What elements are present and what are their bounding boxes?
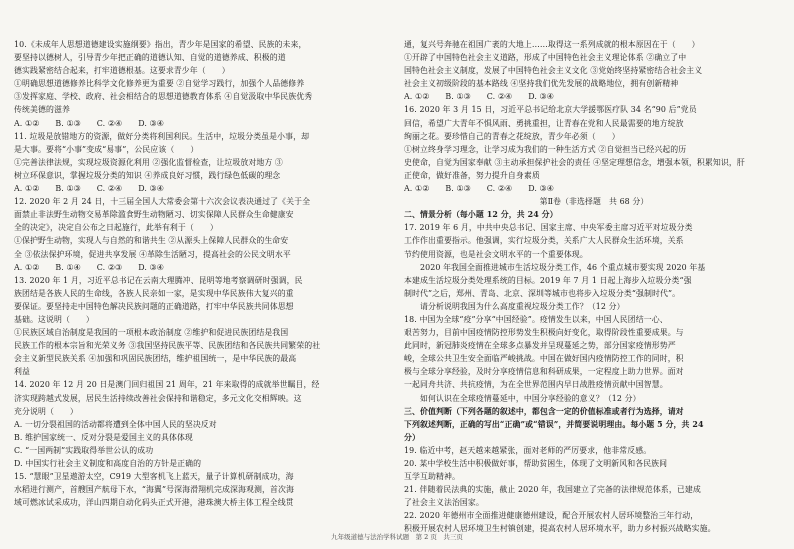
text-line: 传统美德的滋养 [14,105,70,115]
text-line: 国特色社会主义制度，发展了中国特色社会主义文化 ③党始终坚持紧密结合社会主义 [404,66,703,76]
text-line: 是大事。要将“小事”变成“易事”，公民应该（ ） [14,144,199,154]
text-line: 12. 2020 年 2 月 24 日，十三届全国人大常委会第十六次会议表决通过了《关于全 [14,197,311,207]
text-line: 11. 垃圾是放错地方的资源，做好分类将利国利民。生活中，垃圾分类虽是小事，却 [14,131,310,141]
text-line: A. ①② B. ①③ C. ②④ D. ③④ [14,118,164,128]
text-line: 会主义新型民族关系 ④加强和巩固民族团结，维护祖国统一，是中华民族的最高 [14,354,297,364]
text-line: 全的决定》，决定自公布之日起施行，此举有利于（ ） [14,223,218,233]
text-line: 16. 2020 年 3 月 15 日，习近平总书记给北京大学援鄂医疗队 34 名“90 后”党员 [404,105,697,115]
text-line: 本建成生活垃圾分类处理系统的目标。2019 年 7 月 1 日起上海步入垃圾分类“强 [404,275,692,285]
text-line: 下列叙述判断，正确的写出“正确”或“错误”，并简要说明理由。每小题 5 分，共 24 [404,419,704,429]
text-line: ①开辟了中国特色社会主义道路，形成了中国特色社会主义理论体系 ②确立了中 [404,53,687,63]
text-line: 节约使用资源，也是社会文明水平的一个重要体现。 [404,249,588,259]
text-line: 族团结是各族人民的生命线，各族人民亲如一家，是实现中华民族伟大复兴的重 [14,288,294,298]
text-line: A. ①② B. ①③ C. ②④ D. ③④ [404,92,554,102]
text-line: 基础。这说明（ ） [14,314,94,324]
text-line: A. 一切分裂祖国的活动都将遭到全体中国人民的坚决反对 [14,419,217,429]
text-line: 艰苦努力，目前中国疫情防控形势发生积极向好变化，取得阶段性重要成果。与 [404,328,684,338]
text-line: 22. 2020 年德州市全面推进健康德州建设，配合开展农村人居环境整治三年行动， [404,511,699,521]
text-line: 峻，全球公共卫生安全面临严峻挑战。中国在做好国内疫情防控工作的同时，积 [404,354,684,364]
text-line: 利益 [14,367,30,377]
text-line: 19. 临近中考，赵天越来越紧张，面对老师的严厉要求，他非常反感。 [404,445,652,455]
text-line: 水稻进行测产，首艘国产航母下水，“海翼”号深海滑翔机完成深海观测，首次海 [14,485,294,495]
text-line: ①保护野生动物，实现人与自然的和谐共生 ②从源头上保障人民群众的生命安 [14,236,289,246]
text-line: ①明确思想道德修养比科学文化修养更为重要 ②自觉学习践行，加强个人品德修养 [14,79,305,89]
text-line: 18. 中国为全球“疫”分享“中国经验”。疫情发生以来，中国人民团结一心、 [404,314,668,324]
text-line: 20. 某中学校生活中积极做好事，帮助贫困生，体现了文明新风和各民族间 [404,459,668,468]
text-line: 民族工作的根本宗旨和光荣义务 ③我国坚持民族平等、民族团结和各民族共同繁荣的社 [14,341,321,351]
text-line: 15. “慧眼”卫星遨游太空，C919 大型客机飞上蓝天，量子计算机研制成功，海 [14,472,294,482]
text-line: 13. 2020 年 1 月，习近平总书记在云南大理腾冲、昆明等地考察调研时强调，民 [14,275,303,285]
text-line: 面禁止非法野生动物交易革除滥食野生动物陋习、切实保障人民群众生命健康安 [14,210,294,220]
text-line: 绚丽之花。要珍惜自己的青春之花绽放，青少年必须（ ） [404,131,620,141]
text-line: 充分说明（ ） [14,406,78,416]
text-line: 要保证。要坚持走中国特色解决民族问题的正确道路，打牢中华民族共同体思想 [14,301,294,311]
text-line: 分） [404,432,420,442]
text-line: 德实践紧密结合起来，打牢道德根基。这要求青少年（ ） [14,66,230,76]
text-line: ①民族区域自治制度是我国的一项根本政治制度 ②维护和促进民族团结是我国 [14,328,289,338]
text-line: 极与全球分享经验，及时分享疫情信息和科研成果，一定程度上助力世界。面对 [404,367,684,377]
text-line: 制时代”之后，郑州、青岛、北京、深圳等城市也将步入垃圾分类“强制时代”。 [404,288,681,298]
text-line: 14. 2020 年 12 月 20 日是澳门回归祖国 21 周年，21 年来取得的成就举世瞩目，经 [14,380,320,390]
text-line: 积极开展农村人居环境卫生村镇创建，提高农村人居环境水平，助力乡村振兴战略实施。 [404,524,716,534]
text-line: ①树立终身学习理念，让学习成为我们的一种生活方式 ②自觉担当已经兴起的历 [404,144,687,154]
text-line: A. ①② B. ①③ C. ②④ D. ③④ [14,184,164,194]
text-line: 17. 2019 年 6 月，中共中央总书记、国家主席、中央军委主席习近平对垃圾分类 [404,223,693,233]
text-line: 社会主义初级阶段的基本路线 ④坚持我们优先发展的战略地位，拥有创新精神 [404,79,679,89]
text-line: 2020 年我国全面推进城市生活垃圾分类工作，46 个重点城市要实现 2020 年基 [404,262,706,272]
text-line: 请分析说明我国为什么高度重视垃圾分类工作？（12 分） [404,301,625,311]
text-line: C. “一国两制”实践取得举世公认的成功 [14,445,154,455]
text-line: 互学互助精神。 [404,472,460,482]
text-line: 树立环保意识，掌握垃圾分类的知识 ④养成良好习惯，践行绿色低碳的理念 [14,170,281,180]
text-line: 工作作出重要指示。他强调，实行垃圾分类，关系广大人民群众生活环境，关系 [404,236,684,246]
text-line: 回信，希望广大青年不惧风雨、勇挑重担，让青春在党和人民最需要的地方绽放 [404,118,684,128]
text-line: 第Ⅱ卷（非选择题 共 68 分） [539,197,649,207]
right-column [404,38,784,536]
text-line: 全 ③依法保护环境，促进共享发展 ④革除生活陋习，提高社会的公民文明水平 [14,249,291,259]
text-line: ①完善法律法规，实现垃圾资源化利用 ②强化监督检查，让垃圾放对地方 ③ [14,157,283,167]
text-line: A. ①② B. ①④ C. ②③ D. ③④ [14,262,164,272]
text-line: 21. 伴随着民法典的实施，截止 2020 年，我国建立了完备的法律规范体系，已建成 [404,485,701,495]
text-line: 正使命，做好准备，努力提升自身素质 [404,170,540,180]
text-line: 10.《未成年人思想道德建设实施纲要》指出，青少年是国家的希望、民族的未来， [14,40,307,49]
text-line: 一起同舟共济、共抗疫情，为在全世界范围内早日战胜疫情贡献中国智慧。 [404,380,668,390]
text-line: 史使命，自觉为国家奉献 ③主动承担保护社会的责任 ④坚定理想信念，增强本领，积累知识，肝 [404,157,745,167]
left-column [14,38,390,509]
text-line: A. ①② B. ①③ C. ②④ D. ③④ [404,184,554,194]
text-line: B. 维护国家统一、反对分裂是爱国主义的具体体现 [14,432,193,442]
text-line: 域可燃冰试采成功，洋山四期自动化码头正式开港，港珠澳大桥主体工程全线贯 [14,498,294,508]
text-line: 了社会主义法治国家。 [404,498,484,508]
text-line: 二、情景分析（每小题 12 分，共 24 分） [404,210,558,220]
text-line: 要坚持以德树人，引导青少年把正确的道德认知、自觉的道德养成、积极的道 [14,53,286,63]
text-line: 此同时，新冠肺炎疫情在全球多点暴发并呈现蔓延之势，部分国家疫情形势严 [404,341,676,351]
text-line: 如何认识在全球疫情蔓延中，中国分享经验的意义？（12 分） [404,393,641,403]
text-line: D. 中国实行社会主义制度和高度自治的方针是正确的 [14,459,202,468]
text-line: 济实现跨越式发展，居民生活持续改善社会保持和谐稳定，多元文化交相辉映。这 [14,393,302,403]
page-footer: 九年级道德与法治学科试题 第 2 页 共三页 [331,533,463,541]
text-line: 通，复兴号奔驰在祖国广袤的大地上……取得这一系列成就的根本原因在于（ ） [404,40,700,49]
text-line: ③发挥家庭、学校、政府、社会相结合的思想道德教育体系 ④自觉汲取中华民族优秀 [14,92,313,102]
text-line: 三、价值判断（下列各题的叙述中，都包含一定的价值标准或者行为选择，请对 [404,406,684,416]
